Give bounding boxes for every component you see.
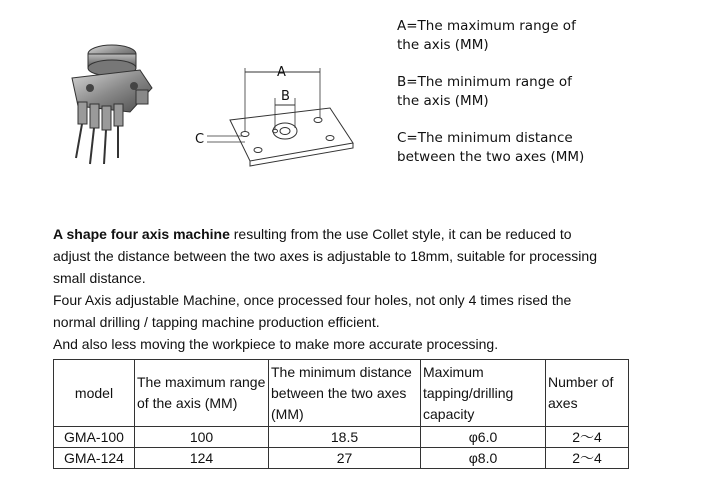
cell-capacity: φ6.0	[421, 427, 546, 448]
cell-axes: 2～4	[546, 448, 629, 469]
dim-label-b: B	[281, 89, 290, 104]
cell-min-distance: 18.5	[269, 427, 421, 448]
table-row	[54, 448, 629, 469]
description-lead-bold: A shape four axis machine	[53, 226, 230, 242]
legend-item-a: A=The maximum range of the axis (MM)	[397, 18, 576, 53]
dimension-diagram	[185, 58, 370, 173]
product-description	[53, 223, 673, 355]
header-min-distance: The minimum distance between the two axes (MM)	[269, 360, 421, 427]
four-axis-machine-image	[50, 40, 160, 170]
description-lead-rest: resulting from the use Collet style, it can be reduced to adjust the distance between the two axes is adjustable to 18mm, suitable for processing small distance.	[53, 226, 597, 286]
table-header-row	[54, 360, 629, 427]
description-para-1	[53, 223, 673, 289]
legend-item-c: C=The minimum distance between the two axes (MM)	[397, 130, 585, 165]
description-para-3: And also less moving the workpiece to make more accurate processing.	[53, 336, 499, 352]
cell-capacity: φ8.0	[421, 448, 546, 469]
cell-max-range: 100	[135, 427, 269, 448]
cell-min-distance: 27	[269, 448, 421, 469]
cell-model: GMA-100	[54, 427, 135, 448]
dim-label-a: A	[277, 65, 286, 80]
header-max-range: The maximum range of the axis (MM)	[135, 360, 269, 427]
header-model: model	[54, 360, 135, 427]
table-row	[54, 427, 629, 448]
dim-label-c: C	[195, 132, 205, 147]
header-capacity: Maximum tapping/drilling capacity	[421, 360, 546, 427]
cell-max-range: 124	[135, 448, 269, 469]
description-para-2: Four Axis adjustable Machine, once processed four holes, not only 4 times rised the normal drilling / tapping machine production efficient.	[53, 292, 572, 330]
cell-axes: 2～4	[546, 427, 629, 448]
cell-model: GMA-124	[54, 448, 135, 469]
header-axes: Number of axes	[546, 360, 629, 427]
spec-table	[53, 359, 629, 469]
legend-item-b: B=The minimum range of the axis (MM)	[397, 74, 572, 109]
dimension-legend	[397, 17, 697, 185]
